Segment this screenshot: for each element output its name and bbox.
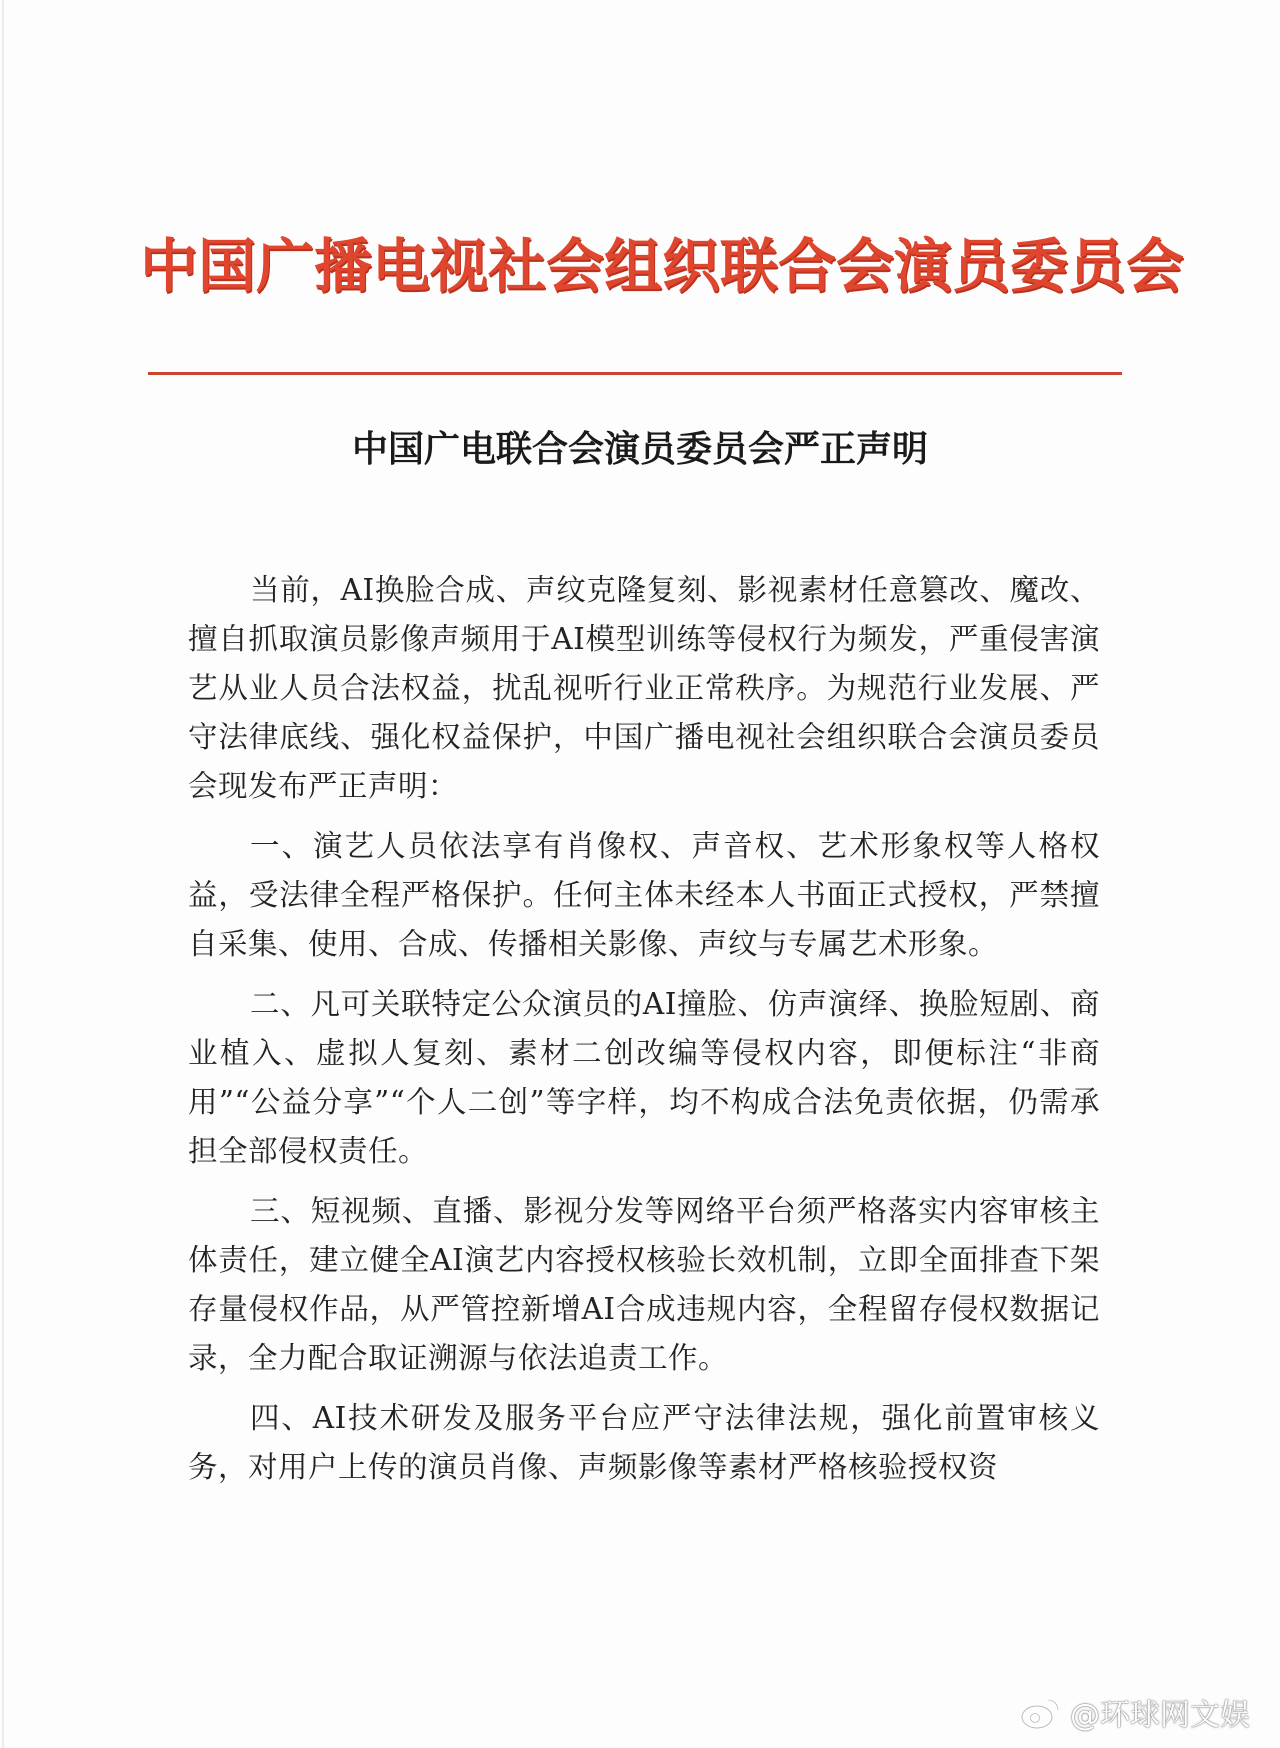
- watermark-text: @环球网文娱: [1070, 1698, 1250, 1733]
- statement-title: 中国广电联合会演员委员会严正声明: [351, 429, 928, 470]
- page-edge: [2, 0, 4, 1748]
- weibo-icon: [1020, 1694, 1062, 1730]
- paragraph-clause-3: 三、短视频、直播、影视分发等网络平台须严格落实内容审核主体责任，建立健全AI演艺内容授权核验长效机制，立即全面排查下架存量侵权作品，从严管控新增AI合成违规内容，全程留存侵权数据记录，全力配合取证溯源与依法追责工作。: [188, 1194, 1100, 1375]
- paragraph-intro: 当前，AI换脸合成、声纹克隆复刻、影视素材任意篡改、魔改、擅自抓取演员影像声频用于AI模型训练等侵权行为频发，严重侵害演艺从业人员合法权益，扰乱视听行业正常秩序。为规范行业发展、严守法律底线、强化权益保护，中国广播电视社会组织联合会演员委员会现发布严正声明：: [188, 573, 1100, 803]
- paragraph-clause-1: 一、演艺人员依法享有肖像权、声音权、艺术形象权等人格权益，受法律全程严格保护。任何主体未经本人书面正式授权，严禁擅自采集、使用、合成、传播相关影像、声纹与专属艺术形象。: [188, 829, 1100, 961]
- organization-header: 中国广播电视社会组织联合会演员委员会: [140, 232, 1185, 300]
- paragraph-clause-4: 四、AI技术研发及服务平台应严守法律法规，强化前置审核义务，对用户上传的演员肖像、声频影像等素材严格核验授权资: [188, 1401, 1100, 1484]
- statement-body: [188, 566, 1100, 1492]
- source-watermark: [1020, 1690, 1250, 1734]
- paragraph-clause-2: 二、凡可关联特定公众演员的AI撞脸、仿声演绎、换脸短剧、商业植入、虚拟人复刻、素材二创改编等侵权内容，即便标注“非商用”“公益分享”“个人二创”等字样，均不构成合法免责依据，仍需承担全部侵权责任。: [188, 987, 1100, 1168]
- header-divider: [148, 372, 1122, 375]
